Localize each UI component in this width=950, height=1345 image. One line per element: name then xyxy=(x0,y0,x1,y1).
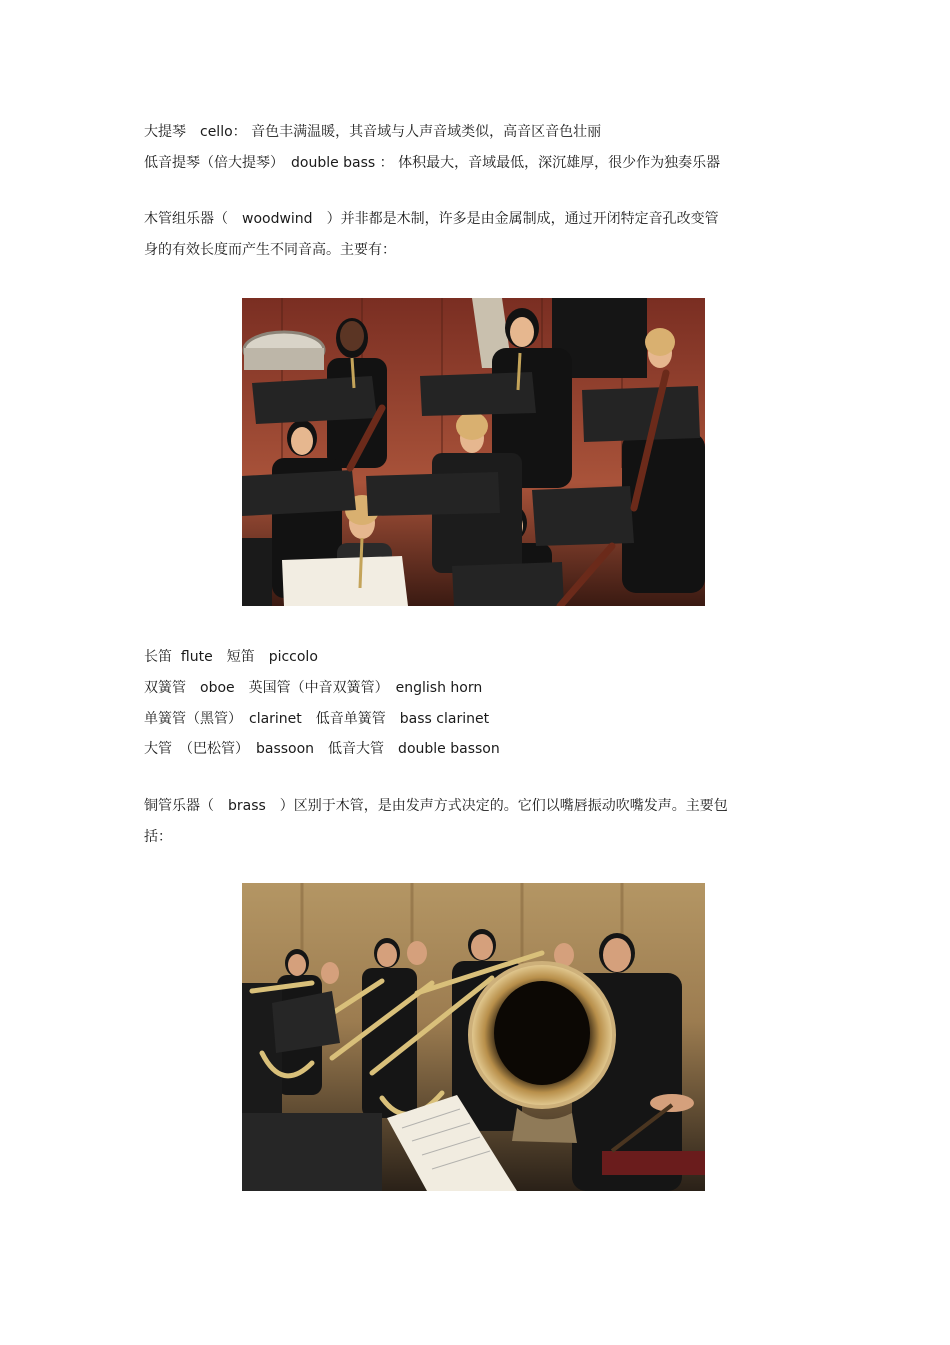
woodwind-intro-line-1: 木管组乐器（ woodwind ）并非都是木制，许多是由金属制成，通过开闭特定音孔改变管 xyxy=(144,211,719,227)
oboe-line: 双簧管 oboe 英国管（中音双簧管） english horn xyxy=(144,680,483,696)
brass-intro-line-2: 括： xyxy=(144,829,172,845)
woodwind-intro-line-2: 身的有效长度而产生不同音高。主要有： xyxy=(144,242,396,258)
brass-intro-line-1: 铜管乐器（ brass ）区别于木管，是由发声方式决定的。它们以嘴唇振动吹嘴发声。主要包 xyxy=(144,798,728,814)
clarinet-line: 单簧管（黑管） clarinet 低音单簧管 bass clarinet xyxy=(144,711,490,727)
flute-line: 长笛 flute 短笛 piccolo xyxy=(144,649,318,665)
woodwind-section-photo xyxy=(242,298,705,606)
brass-section-photo xyxy=(242,883,705,1191)
cello-line: 大提琴 cello： 音色丰满温暖，其音域与人声音域类似，高音区音色壮丽 xyxy=(144,124,602,140)
bassoon-line: 大管 （巴松管） bassoon 低音大管 double basson xyxy=(144,741,500,757)
double-bass-line: 低音提琴（倍大提琴） double bass ： 体积最大，音域最低，深沉雄厚，很少作为独奏乐器 xyxy=(144,155,721,171)
